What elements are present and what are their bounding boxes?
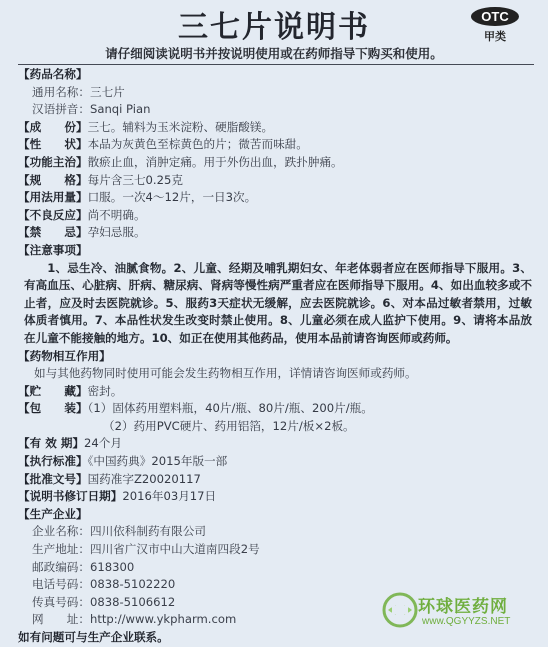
precautions-heading: 【注意事项】	[18, 242, 88, 257]
ingredients-value: 三七。辅料为玉米淀粉、硬脂酸镁。	[87, 119, 274, 134]
adverse-reactions-row	[18, 207, 532, 225]
indications-row	[18, 154, 532, 172]
dosage-row	[18, 189, 532, 207]
storage-value: 密封。	[87, 383, 123, 398]
address-value: 四川省广汉市中山大道南四段2号	[89, 542, 260, 557]
manufacturer-heading: 【生产企业】	[18, 506, 88, 521]
address-label: 生产地址：	[32, 542, 90, 557]
approval-value: 国药准字Z20020117	[87, 471, 201, 486]
precautions-text: 1、忌生冷、油腻食物。2、儿童、经期及哺乳期妇女、年老体弱者应在医师指导下服用。3、有高血压、心脏病、肝病、糖尿病、肾病等慢性病严重者应在医师指导下服用。4、如出血较多或不止者，应及时去医院就诊。5、服药3天症状无缓解，应去医院就诊。6、对本品过敏者禁用，过敏体质者慎用。7、本品性状发生改变时禁止使用。8、儿童必须在成人监护下使用。9、请将本品放在儿童不能接触的地方。10、如正在使用其他药品，使用本品前请咨询医师或药师。	[24, 260, 532, 345]
generic-name-value: 三七片	[89, 84, 125, 99]
postcode-label: 邮政编码：	[32, 559, 90, 574]
leaflet-body	[18, 66, 532, 647]
validity-row	[18, 435, 532, 453]
packaging-line-1: （1）固体药用塑料瓶，40片/瓶、80片/瓶、200片/瓶。	[87, 401, 373, 416]
approval-row	[18, 471, 532, 489]
packaging-label: 【包 装】	[18, 401, 88, 416]
ingredients-label: 【成 份】	[18, 119, 88, 134]
revision-row	[18, 488, 532, 506]
ingredients-row	[18, 119, 532, 137]
header-divider	[18, 64, 534, 65]
standard-value: 《中国药典》2015年版一部	[87, 454, 228, 469]
address-row	[18, 541, 532, 559]
globe-cross-icon	[380, 590, 420, 630]
packaging-line-2: （2）药用PVC硬片、药用铝箔，12片/板×2板。	[103, 418, 355, 433]
contraindications-label: 【禁 忌】	[18, 225, 88, 240]
company-name-value: 四川依科制药有限公司	[89, 524, 206, 539]
revision-value: 2016年03月17日	[122, 489, 217, 504]
usage-advisory: 请仔细阅读说明书并按说明使用或在药师指导下购买和使用。	[105, 46, 443, 61]
pinyin-row	[18, 101, 532, 119]
watermark-name: 环球医药网	[418, 597, 508, 617]
otc-badge: OTC	[471, 7, 518, 26]
validity-value: 24个月	[84, 436, 122, 451]
specification-row	[18, 172, 532, 190]
site-watermark	[380, 586, 540, 636]
website-link[interactable]: http://www.ykpharm.com	[89, 612, 237, 627]
fax-label: 传真号码：	[32, 594, 90, 609]
fax-value: 0838-5106612	[89, 594, 176, 609]
otc-mark	[464, 6, 526, 44]
specification-label: 【规 格】	[18, 172, 88, 187]
storage-label: 【贮 藏】	[18, 383, 88, 398]
indications-value: 散瘀止血，消肿定痛。用于外伤出血，跌扑肿痛。	[87, 154, 343, 169]
phone-label: 电话号码：	[32, 577, 90, 592]
pinyin-label: 汉语拼音：	[32, 102, 90, 117]
adverse-reactions-label: 【不良反应】	[18, 207, 88, 222]
contraindications-row	[18, 224, 532, 242]
pinyin-value: Sanqi Pian	[89, 102, 151, 117]
phone-value: 0838-5102220	[89, 577, 176, 592]
revision-label: 【说明书修订日期】	[18, 489, 123, 504]
adverse-reactions-value: 尚不明确。	[87, 207, 146, 222]
interactions-heading: 【药物相互作用】	[18, 348, 111, 363]
company-name-label: 企业名称：	[32, 524, 90, 539]
generic-name-row	[18, 84, 532, 102]
specification-value: 每片含三七0.25克	[87, 172, 183, 187]
company-name-row	[18, 523, 532, 541]
page-title: 三七片说明书	[178, 10, 370, 45]
interactions-text: 如与其他药物同时使用可能会发生药物相互作用，详情请咨询医师或药师。	[34, 366, 417, 381]
standard-label: 【执行标准】	[18, 454, 88, 469]
standard-row	[18, 453, 532, 471]
website-label: 网 址：	[32, 612, 90, 627]
watermark-url: www.QGYYZS.NET	[422, 616, 511, 627]
generic-name-label: 通用名称：	[32, 84, 90, 99]
approval-label: 【批准文号】	[18, 471, 88, 486]
description-label: 【性 状】	[18, 137, 88, 152]
dosage-value: 口服。一次4～12片，一日3次。	[87, 190, 257, 205]
contact-note: 如有问题可与生产企业联系。	[18, 630, 169, 644]
postcode-value: 618300	[89, 559, 135, 574]
dosage-label: 【用法用量】	[18, 190, 88, 205]
validity-label: 【有 效 期】	[18, 436, 85, 451]
storage-row	[18, 383, 532, 401]
otc-category: 甲类	[484, 30, 506, 43]
drug-name-heading: 【药品名称】	[18, 67, 88, 81]
contraindications-value: 孕妇忌服。	[87, 225, 146, 240]
postcode-row	[18, 559, 532, 577]
indications-label: 【功能主治】	[18, 154, 88, 169]
description-value: 本品为灰黄色至棕黄色的片；微苦而味甜。	[87, 137, 308, 152]
packaging-row	[18, 400, 532, 418]
description-row	[18, 136, 532, 154]
